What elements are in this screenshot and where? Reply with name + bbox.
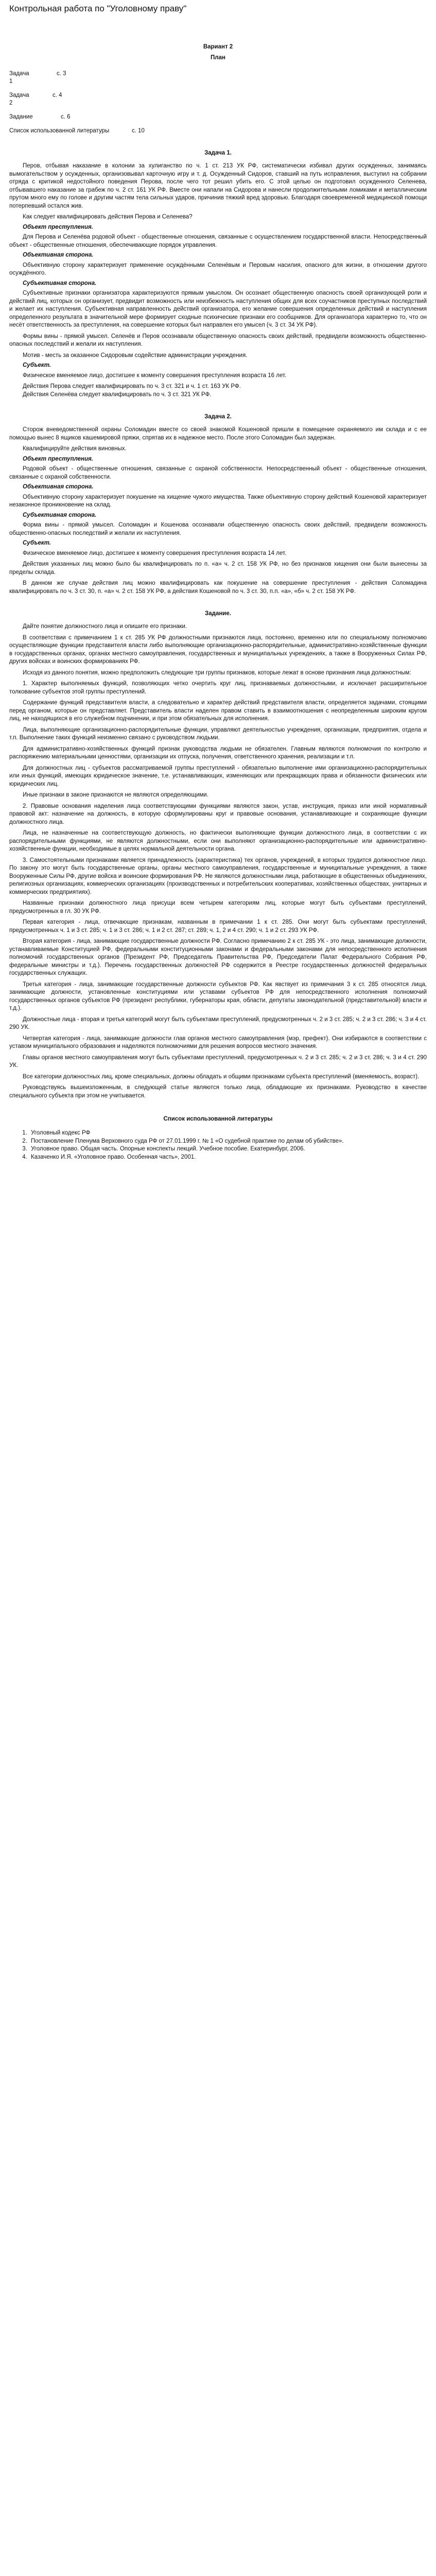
plan-item-page: с. 6 (61, 114, 71, 120)
task1-verdict: Действия Селенёва следует квалифицировать по ч. 3 ст. 321 УК РФ. (23, 391, 212, 398)
task1-subjective-heading: Субъективная сторона. (23, 280, 97, 286)
task1-subjective-text: Субъективные признаки организатора характеризуются прямым умыслом. Он осознает общественную опасность своей организующей роли и действий лиц, которых он организует, предвидит возможность или неизбежность наступления общих для всех соучастников преступных последствий и желает их наступления. Субъективная направленность действий организатора, его желание совершения определенных действий и наступления определенного результата в значительной мере формирует сходные психические признаки его сообщников. Для организатора характерно то, что он несёт ответственность за преступления, на совершение которых был направлен его умысел (ч. 3 ст. 34 УК РФ). (9, 290, 427, 328)
task2-subject-text: Физическое вменяемое лицо, достигшее к моменту совершения преступления возраста 14 лет. (23, 550, 287, 556)
assignment-paragraph: Вторая категория - лица, занимающие государственные должности РФ. Согласно примечанию 2 к ст. 285 УК - это лица, занимающие должности, устанавливаемые Конституцией РФ, федеральными конституционными законами и федеральными законами для непосредственного исполнения полномочий государственных органов (Президент РФ, Председатель Правительства РФ, Председатели Палат Федерального Собрания РФ, федеральные министры и т.д.). Перечень государственных должностей РФ содержится в Реестре государственных должностей федеральных государственных служащих. (9, 938, 427, 976)
task2-object-heading: Объект преступления. (23, 455, 93, 462)
task2-title: Задача 2. (204, 414, 232, 420)
assignment-paragraph: Исходя из данного понятия, можно предположить следующие три группы признаков, которые лежат в основе признания лица должностным: (23, 669, 411, 676)
literature-list (9, 1129, 427, 1161)
assignment-title: Задание. (205, 611, 231, 617)
task1-title: Задача 1. (204, 150, 232, 156)
task1-subjective-text: Мотив - месть за оказанное Сидоровым содействие администрации учреждения. (23, 352, 248, 359)
literature-item: 2. Постановление Пленума Верховного суда РФ от 27.01.1999 г. № 1 «О судебной практике по делам об убийстве». (29, 1138, 427, 1146)
document-title: Контрольная работа по "Уголовному праву" (9, 4, 187, 13)
variant-heading: Вариант 2 (203, 44, 233, 50)
task2-question: Квалифицируйте действия виновных. (23, 446, 127, 452)
task2-objective-text: Объективную сторону характеризует покушение на хищение чужого имущества. Также объективную сторону действий Кошеновой характеризует незаконное проникновение на склад. (9, 494, 427, 508)
assignment-paragraph: 3. Самостоятельными признаками является принадлежность (характеристика) тех органов, учреждений, в которых трудится должностное лицо. По закону это могут быть государственные органы, органы местного самоуправления, государственные и муниципальные учреждения, а также Вооруженные Силы РФ, другие войска и воинские формирования РФ. Не являются должностными лица, работающие в общественных объединениях, религиозных организациях, коммерческих организациях (производственных и потребительских кооперативах, хозяйственных обществах, унитарных и коммерческих предприятиях). (9, 857, 427, 895)
plan-item (9, 70, 427, 86)
task1-subject-heading: Субъект. (23, 362, 51, 368)
plan-item-label: Задача 1 (9, 71, 29, 84)
task1-object-text: Для Перова и Селенёва родовой объект - общественные отношения, связанные с осуществлением государственной власти. Непосредственный объект - общественные отношения, обеспечивающие порядок управления. (9, 234, 427, 248)
plan-item-label: Список использованной литературы (9, 128, 110, 134)
assignment-paragraph: В соответствии с примечанием 1 к ст. 285 УК РФ должностными признаются лица, постоянно, временно или по специальному полномочию осуществляющие функции представителя власти либо выполняющие организационно-распорядительные, административно-хозяйственные функции в государственных органах, органах местного самоуправления, государственных и муниципальных учреждениях, а также в Вооруженных Силах РФ, других войсках и воинских формированиях РФ. (9, 634, 427, 665)
task2-condition: Сторож вневедомственной охраны Соломадин вместе со своей знакомой Кошеновой пришли в помещение охраняемого им склада и с ее помощью вынес 8 ящиков кашемировой пряжи, спрятав их в надежное место. После этого Соломадин был задержан. (9, 427, 427, 441)
assignment-paragraph: Лица, выполняющие организационно-распорядительные функции, управляют деятельностью учреждения, организации, предприятия, отдела и т.п. Выполнение таких функций неизменно связано с руководством людьми. (9, 726, 427, 741)
document-page (0, 0, 436, 1161)
assignment-paragraph: Содержание функций представителя власти, а следовательно и характер действий представителя власти, определяется задачами, стоящими перед органом, которые он представляет. Представитель власти наделен правом ставить в взаимоотношения с неопределенным широким кругом лиц, не находящихся в его служебном подчинении, и при этом обязательных для исполнения. (9, 700, 427, 722)
assignment-paragraph: 2. Правовые основания наделения лица соответствующими функциями являются закон, устав, инструкция, приказ или иной нормативный правовой акт: назначение на должность, в которую сформулированы круг и правовые основания, устанавливающие и сохраняющие функции должностного лица. (9, 803, 427, 825)
plan-item-label: Задание (9, 114, 33, 120)
assignment-paragraph: Все категории должностных лиц, кроме специальных, должны обладать и общими признаками субъекта преступлений (вменяемость, возраст). (23, 1073, 420, 1080)
assignment-paragraph: Третья категория - лица, занимающие государственные должности субъектов РФ. Как явствует из примечания 3 к ст. 285 относятся лица, занимающие должности, установленные конституциями или уставами субъектов РФ для непосредственного исполнения полномочий государственных органов субъектов РФ (президент республики, губернаторы края, области, депутаты законодательной (представительной) власти и т.д.). (9, 981, 427, 1011)
literature-item: 3. Уголовное право. Общая часть. Опорные конспекты лекций. Учебное пособие. Екатеринбург, 2006. (29, 1145, 427, 1154)
plan-heading: План (211, 55, 225, 61)
task1-subjective-text: Формы вины - прямой умысел. Селенёв и Перов осознавали общественную опасность своих действий, предвидели возможность общественно-опасных последствий и желали их наступления. (9, 333, 427, 347)
assignment-paragraph: Иные признаки в законе признаются не являются определяющими. (23, 792, 208, 798)
assignment-paragraph: Первая категория - лица, отвечающие признакам, названным в примечании 1 к ст. 285. Они могут быть субъектами преступлений, предусмотренных ч. 1 и 3 ст. 285; ч. 1 и 3 ст. 286; ч. 1 и 2 ст. 287; ст. 289; ч. 1, 2 и 4 ст. 290; ч. 1 и 2 ст. 293 УК РФ. (9, 919, 427, 934)
assignment-paragraph: Четвертая категория - лица, занимающие должности глав органов местного самоуправления (мэр, префект). Они избираются в соответствии с уставом муниципального образования и наделяются полномочиями для решения вопросов местного значения. (9, 1035, 427, 1049)
plan-item-page: с. 10 (132, 128, 145, 134)
assignment-paragraph: Лица, не назначенные на соответствующую должность, но фактически выполняющие функции должностного лица, в соответствии с их распорядительными функциями, не являются должностными, если они выполняют организационно-распорядительные или административно-хозяйственные функции, необходимые в целях нормальной деятельности органа. (9, 830, 427, 852)
task1-objective-heading: Объективная сторона. (23, 252, 94, 258)
task1-subject-text: Физическое вменяемое лицо, достигшее к моменту совершения преступления возраста 16 лет. (23, 372, 287, 379)
assignment-paragraph: Для должностных лиц - субъектов рассматриваемой группы преступлений - обязательно выполнение ими организационно-распорядительных или иных функций, имеющих юридическое значение, т.е. устанавливающих, изменяющих или прекращающих права и обязанности физических или юридических лиц. (9, 765, 427, 787)
assignment-paragraph: Для административно-хозяйственных функций признак руководства людьми не обязателен. Главным являются полномочия по контролю и распоряжению материальными ценностями, организации их отпуска, получения, ответственного хранения, реализации и т.п. (9, 745, 427, 760)
plan-item-label: Задача 2 (9, 92, 29, 106)
task1-verdict: Действия Перова следует квалифицировать по ч. 3 ст. 321 и ч. 1 ст. 163 УК РФ. (23, 383, 241, 389)
task2-subjective-text: Форма вины - прямой умысел. Соломадин и Кошенова осознавали общественную опасность своих действий, предвидели возможность общественно-опасных последствий и желали их наступления. (9, 522, 427, 536)
task2-subject-heading: Субъект. (23, 540, 51, 546)
assignment-paragraph: 1. Характер выполняемых функций, позволяющих четко очертить круг лиц, признаваемых должностными, и исключает расширительное толкование субъектов этой группы преступлений. (9, 681, 427, 695)
plan-item-page: с. 3 (57, 71, 66, 77)
plan-item (9, 92, 427, 107)
task2-verdict: Действия указанных лиц можно было бы квалифицировать по п. «а» ч. 2 ст. 158 УК РФ, но без признаков хищения они были вынесены за пределы склада. (9, 561, 427, 575)
task2-objective-heading: Объективная сторона. (23, 484, 94, 490)
task1-question: Как следует квалифицировать действия Перова и Селенева? (23, 214, 193, 220)
plan-item (9, 113, 427, 121)
task2-subjective-heading: Субъективная сторона. (23, 512, 97, 518)
task1-objective-text: Объективную сторону характеризует применение осуждёнными Селенёвым и Перовым насилия, опасного для жизни, в отношении другого осуждённого. (9, 262, 427, 276)
plan-item (9, 127, 427, 135)
task1-object-heading: Объект преступления. (23, 224, 93, 230)
literature-item: 4. Казаченко И.Я. «Уголовное право. Особенная часть», 2001. (29, 1154, 427, 1162)
task2-object-text: Родовой объект - общественные отношения, связанные с охраной собственности. Непосредственный объект - общественные отношения, связанные с охраной собственности. (9, 466, 427, 480)
literature-title: Список использованной литературы (163, 1116, 273, 1122)
assignment-paragraph: Должностные лица - вторая и третья категорий могут быть субъектами преступлений, предусмотренных ч. 2 и 3 ст. 285; ч. 2 и 3 ст. 286; ч. 3 и 4 ст. 290 УК. (9, 1016, 427, 1030)
task1-condition: Перов, отбывая наказание в колонии за хулиганство по ч. 1 ст. 213 УК РФ, систематически избивал других осужденных, занимаясь вымогательством у осужденных, организовывал карточную игру и т. д. Осужденный Сидоров, ставший на путь исправления, выступил на собрании отряда с критикой недостойного поведения Перова, после чего тот решил убить его. С этой целью он подготовил осужденного Селенева, отбывавшего наказание за грабеж по ч. 2 ст. 161 УК РФ. Вместе они напали на Сидорова и нанесли продолжительными ломиками и металлическим прутом много ему по голове и другим частям тела сильных ударов, причинив тяжкий вред здоровью. Благодаря своевременной медицинской помощи потерпевший остался жив. (9, 163, 427, 209)
literature-item: 1. Уголовный кодекс РФ (29, 1129, 427, 1138)
plan-item-page: с. 4 (53, 92, 62, 98)
assignment-paragraph: Руководствуясь вышеизложенным, в следующей статье являются только лица, обладающие их признаками. Руководство в качестве специального субъекта при этом не учитывается. (9, 1084, 427, 1099)
assignment-paragraph: Главы органов местного самоуправления могут быть субъектами преступлений, предусмотренных ч. 2 и 3 ст. 285; ч. 2 и 3 ст. 286; ч. 3 и 4 ст. 290 УК. (9, 1054, 427, 1069)
assignment-paragraph: Названные признаки должностного лица присущи всем четырем категориям лиц, которые могут быть субъектами преступлений, предусмотренных в гл. 30 УК РФ. (9, 900, 427, 914)
assignment-task: Дайте понятие должностного лица и опишите его признаки. (23, 623, 187, 630)
task2-verdict: В данном же случае действия лиц можно квалифицировать как покушение на совершение преступления - действия Соломадина квалифицировать по ч. 3 ст. 30, п. «а» ч. 2 ст. 158 УК РФ, а действия Кошеновой по ч. 3 ст. 30, п.п. «а», «б» ч. 2 ст. 158 УК РФ. (9, 580, 427, 595)
